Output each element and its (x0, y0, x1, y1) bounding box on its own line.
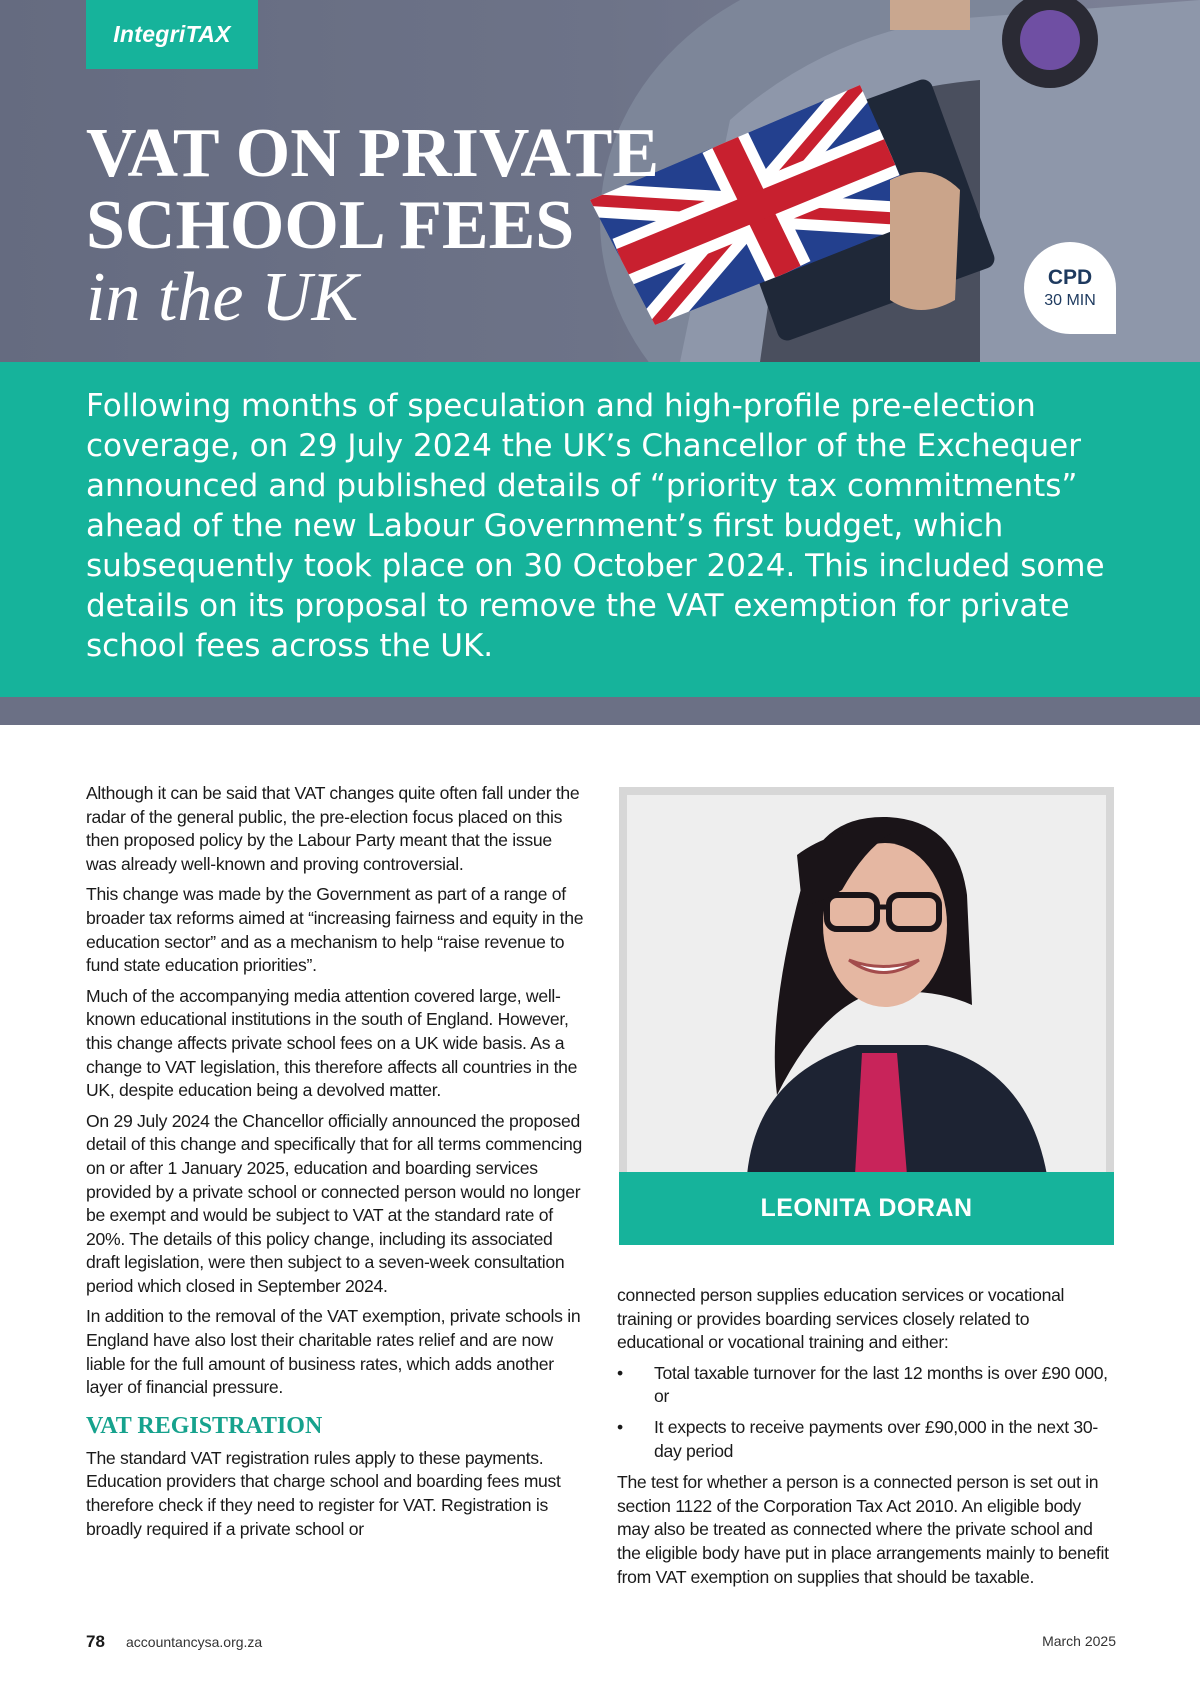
cpd-label: CPD (1047, 266, 1093, 289)
intro-standfirst: Following months of speculation and high-profile pre-election coverage, on 29 July 2024 the UK’s Chancellor of the Exchequer announced and published details of “priority tax commitments” ahead of the new Labour Government’s first budget, which subsequently took place on 30 October 2024. This included some details on its proposal to remove the VAT exemption for private school fees across the UK. (86, 388, 1105, 664)
author-name-caption: LEONITA DORAN (619, 1172, 1114, 1245)
bullet-icon: • (617, 1362, 623, 1383)
page-footer (86, 1632, 1116, 1656)
body-paragraph: On 29 July 2024 the Chancellor officially announced the proposed detail of this change and specifically that for all terms commencing on or after 1 January 2025, education and boarding services provided by a private school or connected person would no longer be exempt and would be subject to VAT at the standard rate of 20%. The details of this policy change, including its associated draft legislation, were then subject to a seven-week consultation period which closed in September 2024. (86, 1110, 582, 1296)
body-paragraph: This change was made by the Government as part of a range of broader tax reforms aimed at “increasing fairness and equity in the education sector” and as a mechanism to help “raise revenue to fund state education priorities”. (86, 884, 584, 976)
body-paragraph: Much of the accompanying media attention covered large, well-known educational institutions in the south of England. However, this change affects private school fees on a UK wide basis. As a change to VAT legislation, this therefore affects all countries in the UK, despite education being a devolved matter. (86, 985, 578, 1101)
issue-date: March 2025 (1042, 1633, 1116, 1649)
body-paragraph: connected person supplies education services or vocational training or provides boarding services closely related to educational or vocational training and either: (617, 1285, 1065, 1353)
title-line-2: SCHOOL FEES (86, 187, 575, 264)
body-paragraph: The test for whether a person is a connected person is set out in section 1122 of the Corporation Tax Act 2010. An eligible body may also be treated as connected where the private school and the eligible body have put in place arrangements mainly to benefit from VAT exemption on supplies that should be taxable. (617, 1472, 1109, 1587)
divider-strip (0, 697, 1200, 725)
title-line-1: VAT ON PRIVATE (86, 115, 660, 192)
body-paragraph: In addition to the removal of the VAT exemption, private schools in England have also lost their charitable rates relief and are now liable for the full amount of business rates, which adds another layer of financial pressure. (86, 1306, 581, 1398)
hero-banner (0, 0, 1200, 362)
cpd-duration: 30 MIN (1044, 292, 1096, 309)
integritax-logo: IntegriTAX (86, 0, 258, 69)
list-item-text: Total taxable turnover for the last 12 months is over £90 000, or (654, 1362, 1108, 1407)
body-paragraph: Although it can be said that VAT changes quite often fall under the radar of the general public, the pre-election focus placed on this then proposed policy by the Labour Party meant that the issue was already well-known and proving controversial. (86, 783, 580, 874)
list-item-text: It expects to receive payments over £90,000 in the next 30-day period (654, 1416, 1098, 1461)
footer-website[interactable]: accountancysa.org.za (126, 1634, 263, 1650)
title-line-3: in the UK (86, 259, 359, 336)
right-column (617, 1284, 1117, 1596)
cpd-badge (1024, 242, 1116, 334)
section-heading-vat-registration: VAT REGISTRATION (86, 1412, 323, 1439)
list-item (617, 1416, 1117, 1463)
bullet-icon: • (617, 1416, 623, 1437)
article-title (86, 115, 660, 336)
page-number: 78 (86, 1632, 105, 1651)
list-item (617, 1362, 1117, 1409)
body-paragraph: The standard VAT registration rules apply to these payments. Education providers that charge school and boarding fees must therefore check if they need to register for VAT. Registration is broadly required if a private school or (86, 1447, 561, 1539)
left-column (86, 782, 586, 1548)
author-portrait-photo (627, 795, 1106, 1175)
eligibility-list (617, 1362, 1117, 1463)
